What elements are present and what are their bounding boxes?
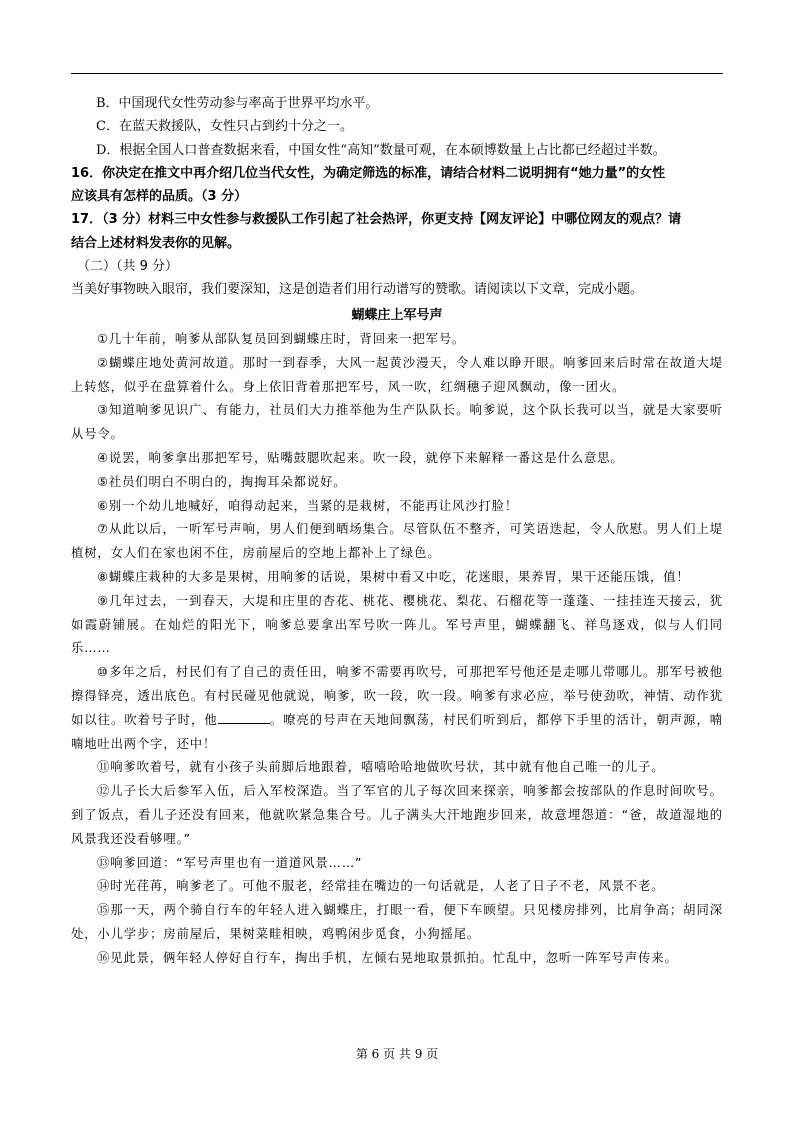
paragraph-10: [71, 661, 723, 756]
paragraph-8: ⑧蝴蝶庄栽种的大多是果树，用响爹的话说，果树中看又中吃，花迷眼，果养胃，果干还能压饿，值！: [97, 569, 690, 584]
paragraph-4: ④说罢，响爹拿出那把军号，贴嘴鼓腮吹起来。吹一段，就停下来解释一番这是什么意思。: [97, 450, 624, 465]
header-rule: [71, 73, 723, 74]
fill-in-blank: [218, 711, 270, 724]
paragraph-12: ⑫儿子长大后参军入伍，后入军校深造。当了军官的儿子每次回来探亲，响爹都会按部队的作息时间吹号。到了饭点，看儿子还没有回来，他就吹紧急集合号。儿子满头大汗地跑步回来，故意埋怨道：“爸，故道湿地的风景我还没看够哩。”: [71, 784, 723, 846]
paragraph-7: ⑦从此以后，一听军号声响，男人们便到晒场集合。尽管队伍不整齐，可笑语迭起，令人欣慰。男人们上堤植树，女人们在家也闲不住，房前屋后的空地上都补上了绿色。: [71, 522, 723, 561]
option-d: D．根据全国人口普查数据来看，中国女性“高知”数量可观，在本硕博数量上占比都已经超过半数。: [96, 142, 666, 158]
paragraph-10-before: ⑩多年之后，村民们有了自己的责任田，响爹不需要再吹号，可那把军号他还是走哪儿带哪儿。那军号被他擦得铎亮，透出底色。有村民碰见他就说，响爹，吹一段，吹一段。响爹有求必应，举号使劲吹，神情、动作犹如以往。吹着号子时，他: [71, 665, 723, 727]
paragraph-13: ⑬响爹回道：“军号声里也有一道道风景……”: [97, 855, 363, 870]
paragraph-5: ⑤社员们明白不明白的，掏掏耳朵都说好。: [97, 474, 347, 489]
paragraph-9: ⑨几年过去，一到春天，大堤和庄里的杏花、桃花、樱桃花、梨花、石榴花等一蓬蓬、一挂挂连天接云，犹如霞蔚铺展。在灿烂的阳光下，响爹总要拿出军号吹一阵儿。军号声里，蝴蝶翻飞、祥鸟逐戏，似与人们同乐……: [71, 593, 723, 656]
paragraph-10-after: 。嘹亮的号声在天地间飘荡，村民们听到后，都停下手里的活计，朝声源，喃喃地吐出两个字，还中！: [71, 712, 723, 751]
section-heading: （二）（共 9 分）: [77, 259, 179, 275]
paragraph-16: ⑯见此景，俩年轻人停好自行车，掏出手机，左倾右晃地取景抓拍。忙乱中，忽听一阵军号声传来。: [97, 950, 678, 965]
paragraph-11: ⑪响爹吹着号，就有小孩子头前脚后地跟着，嘻嘻哈哈地做吹号状，其中就有他自己唯一的儿子。: [97, 760, 665, 775]
paragraph-14: ⑭时光荏苒，响爹老了。可他不服老，经常挂在嘴边的一句话就是，人老了日子不老，风景不老。: [97, 879, 665, 894]
page-footer: 第 6 页 共 9 页: [355, 1047, 439, 1061]
section-intro: 当美好事物映入眼帘，我们要深知，这是创造者们用行动谱写的赞歌。请阅读以下文章，完成小题。: [71, 282, 644, 298]
option-b: B．中国现代女性劳动参与率高于世界平均水平。: [96, 96, 379, 111]
paragraph-2: ②蝴蝶庄地处黄河故道。那时一到春季，大风一起黄沙漫天，令人难以睁开眼。响爹回来后时常在故道大堤上转悠，似乎在盘算着什么。身上依旧背着那把军号，风一吹，红绸穗子迎风飘动，像一团火。: [71, 355, 723, 394]
question-17-line-1: 17．（3 分）材料三中女性参与救援队工作引起了社会热评，你更支持【网友评论】中哪位网友的观点？请: [71, 212, 682, 228]
paragraph-3: ③知道响爹见识广、有能力，社员们大力推举他为生产队队长。响爹说，这个队长我可以当，就是大家要听从号令。: [71, 403, 723, 442]
paragraph-6: ⑥别一个幼儿地喊好，咱得动起来，当紧的是栽树，不能再让风沙打脸！: [97, 498, 519, 513]
option-c: C．在蓝天救援队，女性只占到约十分之一。: [96, 119, 353, 135]
article-title: 蝴蝶庄上军号声: [351, 307, 443, 323]
question-16-line-1: 16．你决定在推文中再介绍几位当代女性，为确定筛选的标准，请结合材料二说明拥有“她力量”的女性: [71, 165, 666, 181]
paragraph-15: ⑮那一天，两个骑自行车的年轻人进入蝴蝶庄，打眼一看，便下车顾望。只见楼房排列，比肩争高；胡同深处，小儿学步；房前屋后，果树菜畦相映，鸡鸭闲步觅食，小狗摇尾。: [71, 903, 723, 941]
question-16-line-2: 应该具有怎样的品质。（3 分）: [71, 189, 248, 205]
page-content: [71, 92, 723, 970]
question-17-line-2: 结合上述材料发表你的见解。: [71, 235, 241, 251]
paragraph-1: ①几十年前，响爹从部队复员回到蝴蝶庄时，背回来一把军号。: [97, 331, 466, 346]
